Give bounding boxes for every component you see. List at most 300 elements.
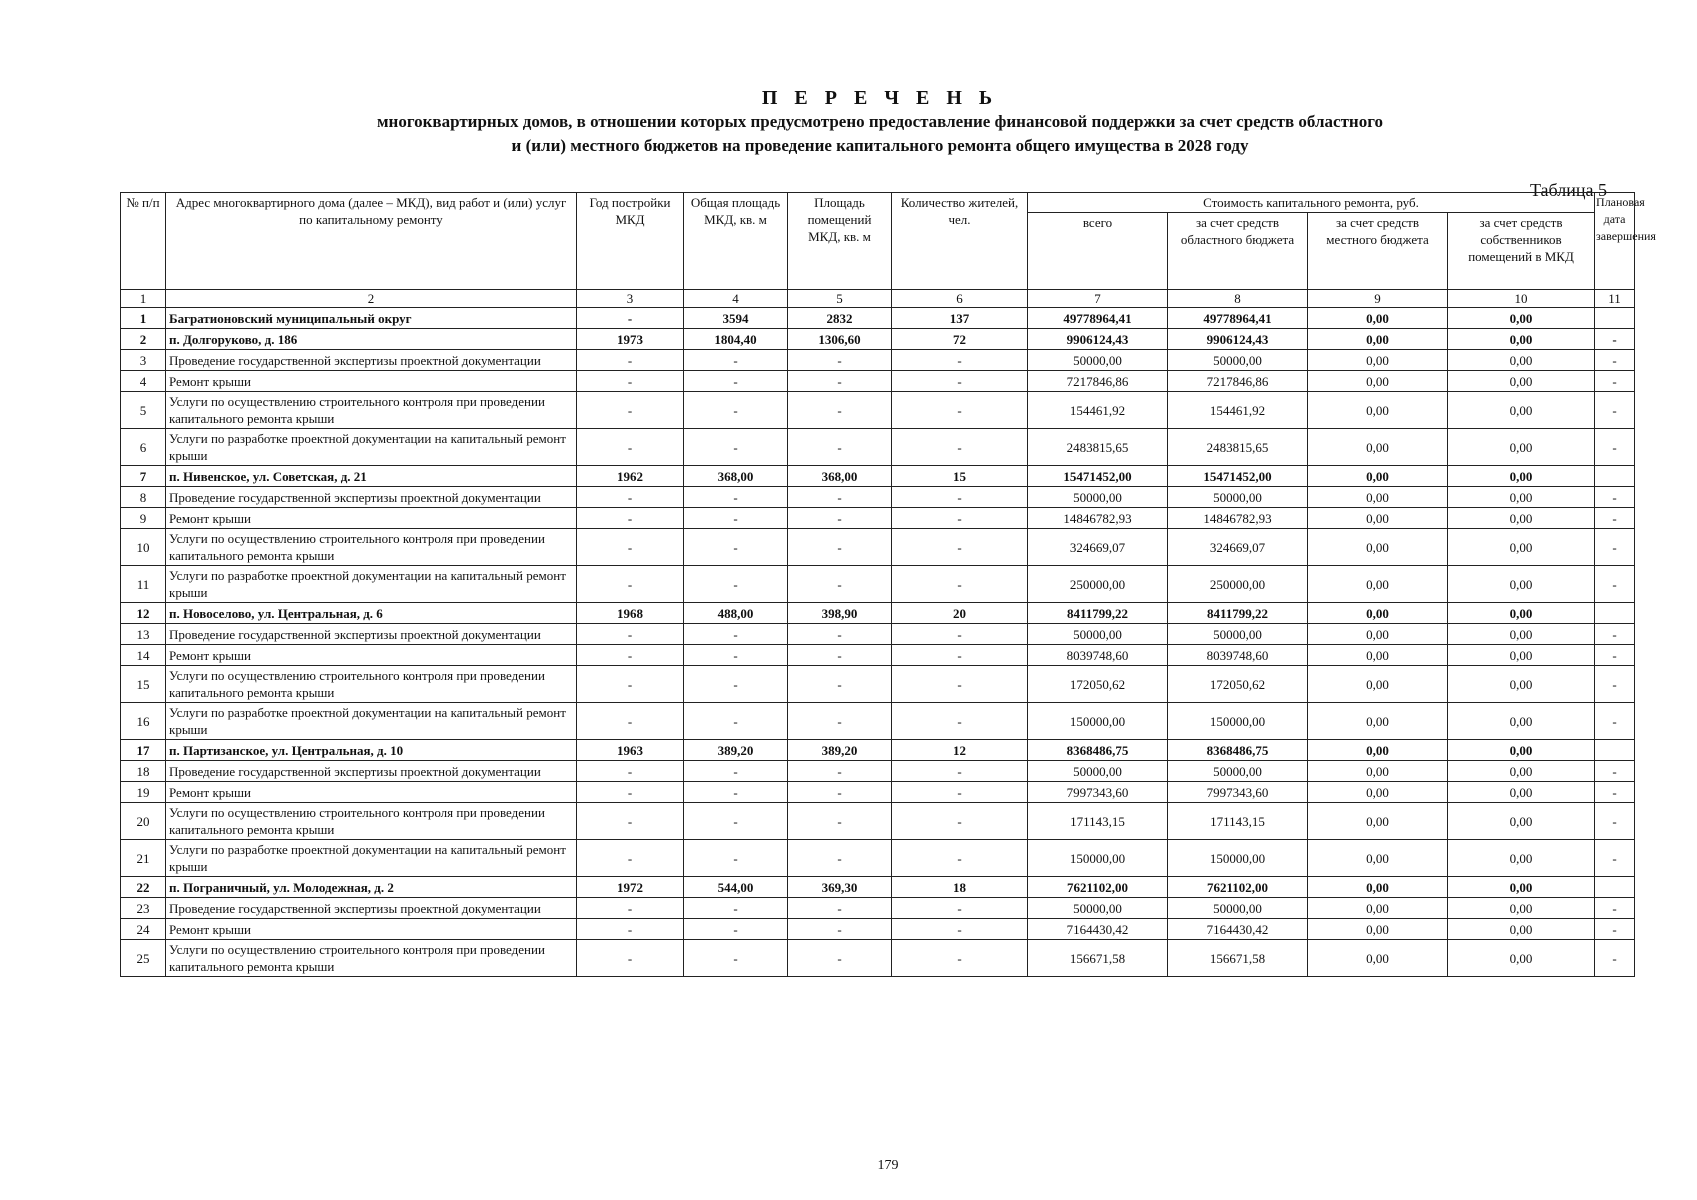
premises-area-cell: - bbox=[788, 703, 892, 740]
row-number-cell: 2 bbox=[121, 329, 166, 350]
address-or-work-cell: п. Новоселово, ул. Центральная, д. 6 bbox=[166, 603, 577, 624]
table-row-work bbox=[121, 840, 1635, 877]
cost-owners-cell: 0,00 bbox=[1448, 624, 1595, 645]
cost-local-cell: 0,00 bbox=[1308, 840, 1448, 877]
table-row-work bbox=[121, 761, 1635, 782]
cost-total-cell: 9906124,43 bbox=[1028, 329, 1168, 350]
col-header-cost-owners: за счет средств собственников помещений в МКД bbox=[1448, 213, 1595, 290]
address-or-work-cell: Ремонт крыши bbox=[166, 782, 577, 803]
cost-local-cell: 0,00 bbox=[1308, 703, 1448, 740]
cost-total-cell: 14846782,93 bbox=[1028, 508, 1168, 529]
cost-local-cell: 0,00 bbox=[1308, 898, 1448, 919]
col-header-area-total: Общая площадь МКД, кв. м bbox=[684, 193, 788, 290]
residents-count-cell: - bbox=[892, 487, 1028, 508]
cost-local-cell: 0,00 bbox=[1308, 919, 1448, 940]
col-header-cost-regional: за счет средств областного бюджета bbox=[1168, 213, 1308, 290]
row-number-cell: 14 bbox=[121, 645, 166, 666]
table-row-address bbox=[121, 329, 1635, 350]
table-row-work bbox=[121, 392, 1635, 429]
cost-regional-cell: 7217846,86 bbox=[1168, 371, 1308, 392]
total-area-cell: - bbox=[684, 350, 788, 371]
column-number: 6 bbox=[892, 290, 1028, 308]
col-header-planned-date: Плановая дата завершения bbox=[1595, 193, 1635, 290]
address-or-work-cell: Багратионовский муниципальный округ bbox=[166, 308, 577, 329]
cost-regional-cell: 15471452,00 bbox=[1168, 466, 1308, 487]
total-area-cell: 389,20 bbox=[684, 740, 788, 761]
residents-count-cell: - bbox=[892, 782, 1028, 803]
column-number: 2 bbox=[166, 290, 577, 308]
premises-area-cell: 389,20 bbox=[788, 740, 892, 761]
cost-total-cell: 250000,00 bbox=[1028, 566, 1168, 603]
row-number-cell: 5 bbox=[121, 392, 166, 429]
cost-local-cell: 0,00 bbox=[1308, 666, 1448, 703]
cost-owners-cell: 0,00 bbox=[1448, 308, 1595, 329]
residents-count-cell: - bbox=[892, 566, 1028, 603]
year-built-cell: - bbox=[577, 308, 684, 329]
premises-area-cell: - bbox=[788, 940, 892, 977]
cost-total-cell: 324669,07 bbox=[1028, 529, 1168, 566]
address-or-work-cell: п. Партизанское, ул. Центральная, д. 10 bbox=[166, 740, 577, 761]
year-built-cell: - bbox=[577, 703, 684, 740]
address-or-work-cell: Услуги по разработке проектной документации на капитальный ремонт крыши bbox=[166, 429, 577, 466]
premises-area-cell: - bbox=[788, 487, 892, 508]
total-area-cell: - bbox=[684, 761, 788, 782]
year-built-cell: - bbox=[577, 645, 684, 666]
cost-total-cell: 172050,62 bbox=[1028, 666, 1168, 703]
column-number: 1 bbox=[121, 290, 166, 308]
row-number-cell: 25 bbox=[121, 940, 166, 977]
residents-count-cell: 137 bbox=[892, 308, 1028, 329]
residents-count-cell: - bbox=[892, 429, 1028, 466]
cost-owners-cell: 0,00 bbox=[1448, 919, 1595, 940]
cost-total-cell: 50000,00 bbox=[1028, 350, 1168, 371]
cost-owners-cell: 0,00 bbox=[1448, 466, 1595, 487]
cost-regional-cell: 50000,00 bbox=[1168, 487, 1308, 508]
cost-regional-cell: 8411799,22 bbox=[1168, 603, 1308, 624]
address-or-work-cell: п. Долгоруково, д. 186 bbox=[166, 329, 577, 350]
row-number-cell: 19 bbox=[121, 782, 166, 803]
cost-owners-cell: 0,00 bbox=[1448, 371, 1595, 392]
repair-register-table bbox=[120, 192, 1656, 977]
table-body bbox=[121, 290, 1635, 977]
cost-regional-cell: 250000,00 bbox=[1168, 566, 1308, 603]
residents-count-cell: 12 bbox=[892, 740, 1028, 761]
row-number-cell: 12 bbox=[121, 603, 166, 624]
total-area-cell: - bbox=[684, 919, 788, 940]
cost-regional-cell: 7997343,60 bbox=[1168, 782, 1308, 803]
planned-date-cell: - bbox=[1595, 371, 1635, 392]
planned-date-cell: - bbox=[1595, 803, 1635, 840]
total-area-cell: - bbox=[684, 392, 788, 429]
premises-area-cell: - bbox=[788, 566, 892, 603]
row-number-cell: 21 bbox=[121, 840, 166, 877]
address-or-work-cell: Ремонт крыши bbox=[166, 919, 577, 940]
premises-area-cell: - bbox=[788, 840, 892, 877]
table-header-row-1 bbox=[121, 193, 1635, 213]
cost-regional-cell: 171143,15 bbox=[1168, 803, 1308, 840]
premises-area-cell: - bbox=[788, 429, 892, 466]
planned-date-cell: - bbox=[1595, 392, 1635, 429]
total-area-cell: 488,00 bbox=[684, 603, 788, 624]
year-built-cell: - bbox=[577, 761, 684, 782]
year-built-cell: - bbox=[577, 566, 684, 603]
year-built-cell: - bbox=[577, 371, 684, 392]
table-row-work bbox=[121, 703, 1635, 740]
premises-area-cell: - bbox=[788, 371, 892, 392]
cost-local-cell: 0,00 bbox=[1308, 603, 1448, 624]
cost-local-cell: 0,00 bbox=[1308, 329, 1448, 350]
cost-total-cell: 49778964,41 bbox=[1028, 308, 1168, 329]
year-built-cell: - bbox=[577, 940, 684, 977]
cost-total-cell: 150000,00 bbox=[1028, 703, 1168, 740]
address-or-work-cell: Услуги по осуществлению строительного контроля при проведении капитального ремонта крыши bbox=[166, 392, 577, 429]
cost-total-cell: 15471452,00 bbox=[1028, 466, 1168, 487]
cost-total-cell: 150000,00 bbox=[1028, 840, 1168, 877]
cost-owners-cell: 0,00 bbox=[1448, 898, 1595, 919]
row-number-cell: 16 bbox=[121, 703, 166, 740]
cost-regional-cell: 150000,00 bbox=[1168, 703, 1308, 740]
year-built-cell: 1973 bbox=[577, 329, 684, 350]
year-built-cell: - bbox=[577, 429, 684, 466]
cost-local-cell: 0,00 bbox=[1308, 392, 1448, 429]
row-number-cell: 11 bbox=[121, 566, 166, 603]
cost-owners-cell: 0,00 bbox=[1448, 529, 1595, 566]
cost-regional-cell: 14846782,93 bbox=[1168, 508, 1308, 529]
total-area-cell: 368,00 bbox=[684, 466, 788, 487]
total-area-cell: - bbox=[684, 840, 788, 877]
residents-count-cell: - bbox=[892, 703, 1028, 740]
cost-total-cell: 50000,00 bbox=[1028, 624, 1168, 645]
row-number-cell: 20 bbox=[121, 803, 166, 840]
planned-date-cell: - bbox=[1595, 566, 1635, 603]
total-area-cell: 544,00 bbox=[684, 877, 788, 898]
cost-total-cell: 171143,15 bbox=[1028, 803, 1168, 840]
premises-area-cell: - bbox=[788, 645, 892, 666]
planned-date-cell bbox=[1595, 308, 1635, 329]
planned-date-cell: - bbox=[1595, 487, 1635, 508]
cost-regional-cell: 8368486,75 bbox=[1168, 740, 1308, 761]
total-area-cell: - bbox=[684, 429, 788, 466]
cost-local-cell: 0,00 bbox=[1308, 740, 1448, 761]
cost-regional-cell: 50000,00 bbox=[1168, 761, 1308, 782]
table-row-work bbox=[121, 487, 1635, 508]
row-number-cell: 4 bbox=[121, 371, 166, 392]
residents-count-cell: 72 bbox=[892, 329, 1028, 350]
col-header-cost-group: Стоимость капитального ремонта, руб. bbox=[1028, 193, 1595, 213]
year-built-cell: - bbox=[577, 898, 684, 919]
cost-owners-cell: 0,00 bbox=[1448, 645, 1595, 666]
cost-owners-cell: 0,00 bbox=[1448, 840, 1595, 877]
cost-regional-cell: 8039748,60 bbox=[1168, 645, 1308, 666]
total-area-cell: - bbox=[684, 703, 788, 740]
premises-area-cell: 368,00 bbox=[788, 466, 892, 487]
cost-regional-cell: 7164430,42 bbox=[1168, 919, 1308, 940]
cost-total-cell: 7997343,60 bbox=[1028, 782, 1168, 803]
residents-count-cell: - bbox=[892, 666, 1028, 703]
column-number: 3 bbox=[577, 290, 684, 308]
cost-local-cell: 0,00 bbox=[1308, 624, 1448, 645]
cost-owners-cell: 0,00 bbox=[1448, 429, 1595, 466]
planned-date-cell: - bbox=[1595, 429, 1635, 466]
year-built-cell: - bbox=[577, 508, 684, 529]
cost-total-cell: 8411799,22 bbox=[1028, 603, 1168, 624]
row-number-cell: 24 bbox=[121, 919, 166, 940]
document-title-block bbox=[0, 86, 1697, 158]
planned-date-cell bbox=[1595, 466, 1635, 487]
year-built-cell: 1968 bbox=[577, 603, 684, 624]
table-row-work bbox=[121, 508, 1635, 529]
total-area-cell: - bbox=[684, 371, 788, 392]
cost-regional-cell: 150000,00 bbox=[1168, 840, 1308, 877]
row-number-cell: 6 bbox=[121, 429, 166, 466]
cost-owners-cell: 0,00 bbox=[1448, 350, 1595, 371]
planned-date-cell: - bbox=[1595, 329, 1635, 350]
cost-owners-cell: 0,00 bbox=[1448, 782, 1595, 803]
document-subtitle-line-1: многоквартирных домов, в отношении которых предусмотрено предоставление финансовой поддержки за счет средств областного bbox=[376, 112, 1384, 131]
premises-area-cell: 369,30 bbox=[788, 877, 892, 898]
planned-date-cell: - bbox=[1595, 761, 1635, 782]
address-or-work-cell: Услуги по осуществлению строительного контроля при проведении капитального ремонта крыши bbox=[166, 529, 577, 566]
planned-date-cell: - bbox=[1595, 508, 1635, 529]
planned-date-cell: - bbox=[1595, 898, 1635, 919]
cost-owners-cell: 0,00 bbox=[1448, 761, 1595, 782]
premises-area-cell: - bbox=[788, 782, 892, 803]
year-built-cell: - bbox=[577, 803, 684, 840]
premises-area-cell: - bbox=[788, 350, 892, 371]
premises-area-cell: - bbox=[788, 761, 892, 782]
year-built-cell: 1972 bbox=[577, 877, 684, 898]
cost-local-cell: 0,00 bbox=[1308, 803, 1448, 840]
cost-total-cell: 50000,00 bbox=[1028, 487, 1168, 508]
cost-owners-cell: 0,00 bbox=[1448, 487, 1595, 508]
col-header-cost-local: за счет средств местного бюджета bbox=[1308, 213, 1448, 290]
address-or-work-cell: Услуги по разработке проектной документации на капитальный ремонт крыши bbox=[166, 840, 577, 877]
residents-count-cell: - bbox=[892, 371, 1028, 392]
cost-total-cell: 50000,00 bbox=[1028, 761, 1168, 782]
total-area-cell: - bbox=[684, 940, 788, 977]
address-or-work-cell: Проведение государственной экспертизы проектной документации bbox=[166, 350, 577, 371]
total-area-cell: - bbox=[684, 487, 788, 508]
address-or-work-cell: п. Пограничный, ул. Молодежная, д. 2 bbox=[166, 877, 577, 898]
cost-total-cell: 8368486,75 bbox=[1028, 740, 1168, 761]
cost-owners-cell: 0,00 bbox=[1448, 803, 1595, 840]
row-number-cell: 23 bbox=[121, 898, 166, 919]
residents-count-cell: - bbox=[892, 940, 1028, 977]
total-area-cell: - bbox=[684, 898, 788, 919]
table-row-work bbox=[121, 940, 1635, 977]
residents-count-cell: - bbox=[892, 803, 1028, 840]
cost-local-cell: 0,00 bbox=[1308, 761, 1448, 782]
premises-area-cell: - bbox=[788, 666, 892, 703]
column-number: 4 bbox=[684, 290, 788, 308]
cost-regional-cell: 50000,00 bbox=[1168, 350, 1308, 371]
address-or-work-cell: Услуги по осуществлению строительного контроля при проведении капитального ремонта крыши bbox=[166, 803, 577, 840]
table-row-work bbox=[121, 371, 1635, 392]
table-row-work bbox=[121, 898, 1635, 919]
column-number: 10 bbox=[1448, 290, 1595, 308]
row-number-cell: 22 bbox=[121, 877, 166, 898]
document-title: П Е Р Е Ч Е Н Ь bbox=[761, 87, 999, 109]
row-number-cell: 9 bbox=[121, 508, 166, 529]
cost-total-cell: 7621102,00 bbox=[1028, 877, 1168, 898]
cost-local-cell: 0,00 bbox=[1308, 645, 1448, 666]
year-built-cell: - bbox=[577, 840, 684, 877]
cost-local-cell: 0,00 bbox=[1308, 429, 1448, 466]
planned-date-cell: - bbox=[1595, 666, 1635, 703]
cost-owners-cell: 0,00 bbox=[1448, 666, 1595, 703]
row-number-cell: 8 bbox=[121, 487, 166, 508]
table-row-work bbox=[121, 666, 1635, 703]
total-area-cell: - bbox=[684, 782, 788, 803]
column-number: 8 bbox=[1168, 290, 1308, 308]
cost-total-cell: 2483815,65 bbox=[1028, 429, 1168, 466]
row-number-cell: 3 bbox=[121, 350, 166, 371]
year-built-cell: - bbox=[577, 666, 684, 703]
year-built-cell: - bbox=[577, 782, 684, 803]
address-or-work-cell: Услуги по осуществлению строительного контроля при проведении капитального ремонта крыши bbox=[166, 940, 577, 977]
address-or-work-cell: п. Нивенское, ул. Советская, д. 21 bbox=[166, 466, 577, 487]
premises-area-cell: 398,90 bbox=[788, 603, 892, 624]
planned-date-cell bbox=[1595, 877, 1635, 898]
planned-date-cell: - bbox=[1595, 840, 1635, 877]
column-number: 11 bbox=[1595, 290, 1635, 308]
total-area-cell: - bbox=[684, 566, 788, 603]
total-area-cell: 3594 bbox=[684, 308, 788, 329]
cost-regional-cell: 156671,58 bbox=[1168, 940, 1308, 977]
col-header-address: Адрес многоквартирного дома (далее – МКД), вид работ и (или) услуг по капитальному ремонту bbox=[166, 193, 577, 290]
year-built-cell: 1963 bbox=[577, 740, 684, 761]
col-header-cost-total: всего bbox=[1028, 213, 1168, 290]
address-or-work-cell: Ремонт крыши bbox=[166, 508, 577, 529]
cost-owners-cell: 0,00 bbox=[1448, 703, 1595, 740]
premises-area-cell: - bbox=[788, 508, 892, 529]
premises-area-cell: - bbox=[788, 529, 892, 566]
premises-area-cell: - bbox=[788, 803, 892, 840]
col-header-area-premises: Площадь помещений МКД, кв. м bbox=[788, 193, 892, 290]
cost-regional-cell: 7621102,00 bbox=[1168, 877, 1308, 898]
address-or-work-cell: Проведение государственной экспертизы проектной документации bbox=[166, 487, 577, 508]
col-header-num: № п/п bbox=[121, 193, 166, 290]
address-or-work-cell: Услуги по разработке проектной документации на капитальный ремонт крыши bbox=[166, 566, 577, 603]
cost-owners-cell: 0,00 bbox=[1448, 603, 1595, 624]
year-built-cell: - bbox=[577, 392, 684, 429]
row-number-cell: 10 bbox=[121, 529, 166, 566]
planned-date-cell: - bbox=[1595, 529, 1635, 566]
cost-regional-cell: 172050,62 bbox=[1168, 666, 1308, 703]
address-or-work-cell: Услуги по осуществлению строительного контроля при проведении капитального ремонта крыши bbox=[166, 666, 577, 703]
cost-local-cell: 0,00 bbox=[1308, 508, 1448, 529]
residents-count-cell: - bbox=[892, 840, 1028, 877]
year-built-cell: - bbox=[577, 624, 684, 645]
premises-area-cell: - bbox=[788, 624, 892, 645]
total-area-cell: 1804,40 bbox=[684, 329, 788, 350]
row-number-cell: 18 bbox=[121, 761, 166, 782]
address-or-work-cell: Ремонт крыши bbox=[166, 371, 577, 392]
cost-local-cell: 0,00 bbox=[1308, 487, 1448, 508]
table-row-address bbox=[121, 603, 1635, 624]
table-row-address bbox=[121, 877, 1635, 898]
row-number-cell: 13 bbox=[121, 624, 166, 645]
planned-date-cell: - bbox=[1595, 645, 1635, 666]
total-area-cell: - bbox=[684, 508, 788, 529]
residents-count-cell: 15 bbox=[892, 466, 1028, 487]
residents-count-cell: - bbox=[892, 624, 1028, 645]
col-header-residents: Количество жителей, чел. bbox=[892, 193, 1028, 290]
total-area-cell: - bbox=[684, 645, 788, 666]
table-row-work bbox=[121, 624, 1635, 645]
table-row-work bbox=[121, 803, 1635, 840]
premises-area-cell: 2832 bbox=[788, 308, 892, 329]
table-row-work bbox=[121, 566, 1635, 603]
total-area-cell: - bbox=[684, 529, 788, 566]
cost-local-cell: 0,00 bbox=[1308, 308, 1448, 329]
table-row-work bbox=[121, 782, 1635, 803]
cost-owners-cell: 0,00 bbox=[1448, 877, 1595, 898]
cost-total-cell: 50000,00 bbox=[1028, 898, 1168, 919]
cost-owners-cell: 0,00 bbox=[1448, 508, 1595, 529]
cost-owners-cell: 0,00 bbox=[1448, 566, 1595, 603]
residents-count-cell: 20 bbox=[892, 603, 1028, 624]
row-number-cell: 1 bbox=[121, 308, 166, 329]
cost-total-cell: 7217846,86 bbox=[1028, 371, 1168, 392]
planned-date-cell: - bbox=[1595, 703, 1635, 740]
cost-total-cell: 154461,92 bbox=[1028, 392, 1168, 429]
address-or-work-cell: Ремонт крыши bbox=[166, 645, 577, 666]
col-header-year: Год постройки МКД bbox=[577, 193, 684, 290]
page-number: 179 bbox=[877, 1158, 899, 1173]
cost-local-cell: 0,00 bbox=[1308, 566, 1448, 603]
total-area-cell: - bbox=[684, 803, 788, 840]
table-row-work bbox=[121, 529, 1635, 566]
document-subtitle-line-2: и (или) местного бюджетов на проведение капитального ремонта общего имущества в 2028 году bbox=[511, 136, 1249, 155]
planned-date-cell: - bbox=[1595, 782, 1635, 803]
residents-count-cell: - bbox=[892, 350, 1028, 371]
address-or-work-cell: Проведение государственной экспертизы проектной документации bbox=[166, 898, 577, 919]
premises-area-cell: 1306,60 bbox=[788, 329, 892, 350]
table-row-address bbox=[121, 740, 1635, 761]
cost-local-cell: 0,00 bbox=[1308, 940, 1448, 977]
cost-total-cell: 7164430,42 bbox=[1028, 919, 1168, 940]
residents-count-cell: 18 bbox=[892, 877, 1028, 898]
table-label: Таблица 5 bbox=[1530, 180, 1607, 200]
year-built-cell: - bbox=[577, 487, 684, 508]
column-number: 7 bbox=[1028, 290, 1168, 308]
year-built-cell: 1962 bbox=[577, 466, 684, 487]
residents-count-cell: - bbox=[892, 508, 1028, 529]
table-row-work bbox=[121, 350, 1635, 371]
cost-owners-cell: 0,00 bbox=[1448, 392, 1595, 429]
premises-area-cell: - bbox=[788, 392, 892, 429]
cost-owners-cell: 0,00 bbox=[1448, 740, 1595, 761]
column-number: 9 bbox=[1308, 290, 1448, 308]
cost-regional-cell: 154461,92 bbox=[1168, 392, 1308, 429]
total-area-cell: - bbox=[684, 624, 788, 645]
premises-area-cell: - bbox=[788, 919, 892, 940]
cost-total-cell: 156671,58 bbox=[1028, 940, 1168, 977]
cost-total-cell: 8039748,60 bbox=[1028, 645, 1168, 666]
planned-date-cell: - bbox=[1595, 919, 1635, 940]
cost-regional-cell: 50000,00 bbox=[1168, 898, 1308, 919]
table-row-work bbox=[121, 429, 1635, 466]
cost-local-cell: 0,00 bbox=[1308, 350, 1448, 371]
table-row-address bbox=[121, 466, 1635, 487]
column-numbers-row bbox=[121, 290, 1635, 308]
column-number: 5 bbox=[788, 290, 892, 308]
residents-count-cell: - bbox=[892, 392, 1028, 429]
year-built-cell: - bbox=[577, 529, 684, 566]
row-number-cell: 7 bbox=[121, 466, 166, 487]
cost-owners-cell: 0,00 bbox=[1448, 940, 1595, 977]
